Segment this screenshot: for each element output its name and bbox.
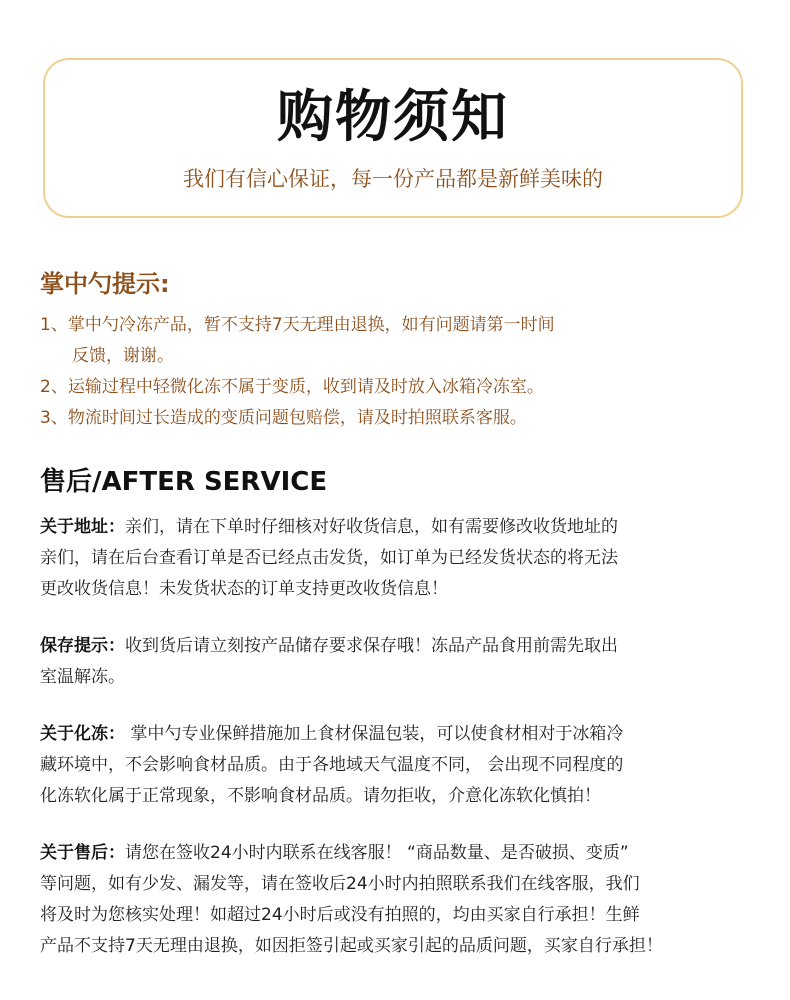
section-label: 关于售后：: [40, 843, 125, 863]
section-line: [40, 838, 760, 869]
section-line: 产品不支持7天无理由退换，如因拒签引起或买家引起的品质问题，买家自行承担！: [40, 936, 663, 956]
section-line: [40, 719, 760, 750]
after-sales-section: [40, 838, 760, 962]
header-card: [43, 58, 743, 218]
section-line: 将及时为您核实处理！如超过24小时后或没有拍照的，均由买家自行承担！生鲜: [40, 905, 640, 925]
section-line: [40, 512, 760, 543]
section-line: 更改收货信息！未发货状态的订单支持更改收货信息！: [40, 579, 448, 599]
tips-heading: 掌中勺提示:: [40, 270, 170, 298]
section-line: 亲们，请在后台查看订单是否已经点击发货，如订单为已经发货状态的将无法: [40, 548, 618, 568]
section-label: 保存提示：: [40, 636, 125, 656]
section-label: 关于化冻：: [40, 724, 125, 744]
section-line: 化冻软化属于正常现象，不影响食材品质。请勿拒收，介意化冻软化慎拍！: [40, 786, 601, 806]
tips-section: [40, 268, 760, 434]
section-text: 亲们，请在下单时仔细核对好收货信息，如有需要修改收货地址的: [125, 517, 618, 537]
section-label: 关于地址：: [40, 517, 125, 537]
thawing-section: [40, 719, 760, 812]
section-text: 收到货后请立刻按产品储存要求保存哦！冻品产品食用前需先取出: [125, 636, 618, 656]
storage-section: [40, 631, 760, 693]
tip-line: 2、运输过程中轻微化冻不属于变质，收到请及时放入冰箱冷冻室。: [40, 377, 544, 397]
section-line: [40, 631, 760, 662]
section-line: 等问题，如有少发、漏发等，请在签收后24小时内拍照联系我们在线客服，我们: [40, 874, 640, 894]
tip-line: 3、物流时间过长造成的变质问题包赔偿，请及时拍照联系客服。: [40, 408, 527, 428]
address-section: [40, 512, 760, 605]
page-title: 购物须知: [277, 84, 509, 150]
tip-line: 反馈，谢谢。: [72, 346, 174, 366]
tip-line: 1、掌中勺冷冻产品，暂不支持7天无理由退换，如有问题请第一时间: [40, 315, 555, 335]
section-line: 室温解冻。: [40, 667, 125, 687]
section-line: 藏环境中，不会影响食材品质。由于各地域天气温度不同， 会出现不同程度的: [40, 755, 624, 775]
page-subtitle: 我们有信心保证，每一份产品都是新鲜美味的: [183, 167, 603, 191]
section-text: 请您在签收24小时内联系在线客服！ “商品数量、是否破损、变质”: [125, 843, 629, 863]
after-service-section: [40, 466, 760, 988]
after-service-heading: 售后/AFTER SERVICE: [40, 467, 328, 497]
section-text: 掌中勺专业保鲜措施加上食材保温包装，可以使食材相对于冰箱冷: [125, 724, 624, 744]
